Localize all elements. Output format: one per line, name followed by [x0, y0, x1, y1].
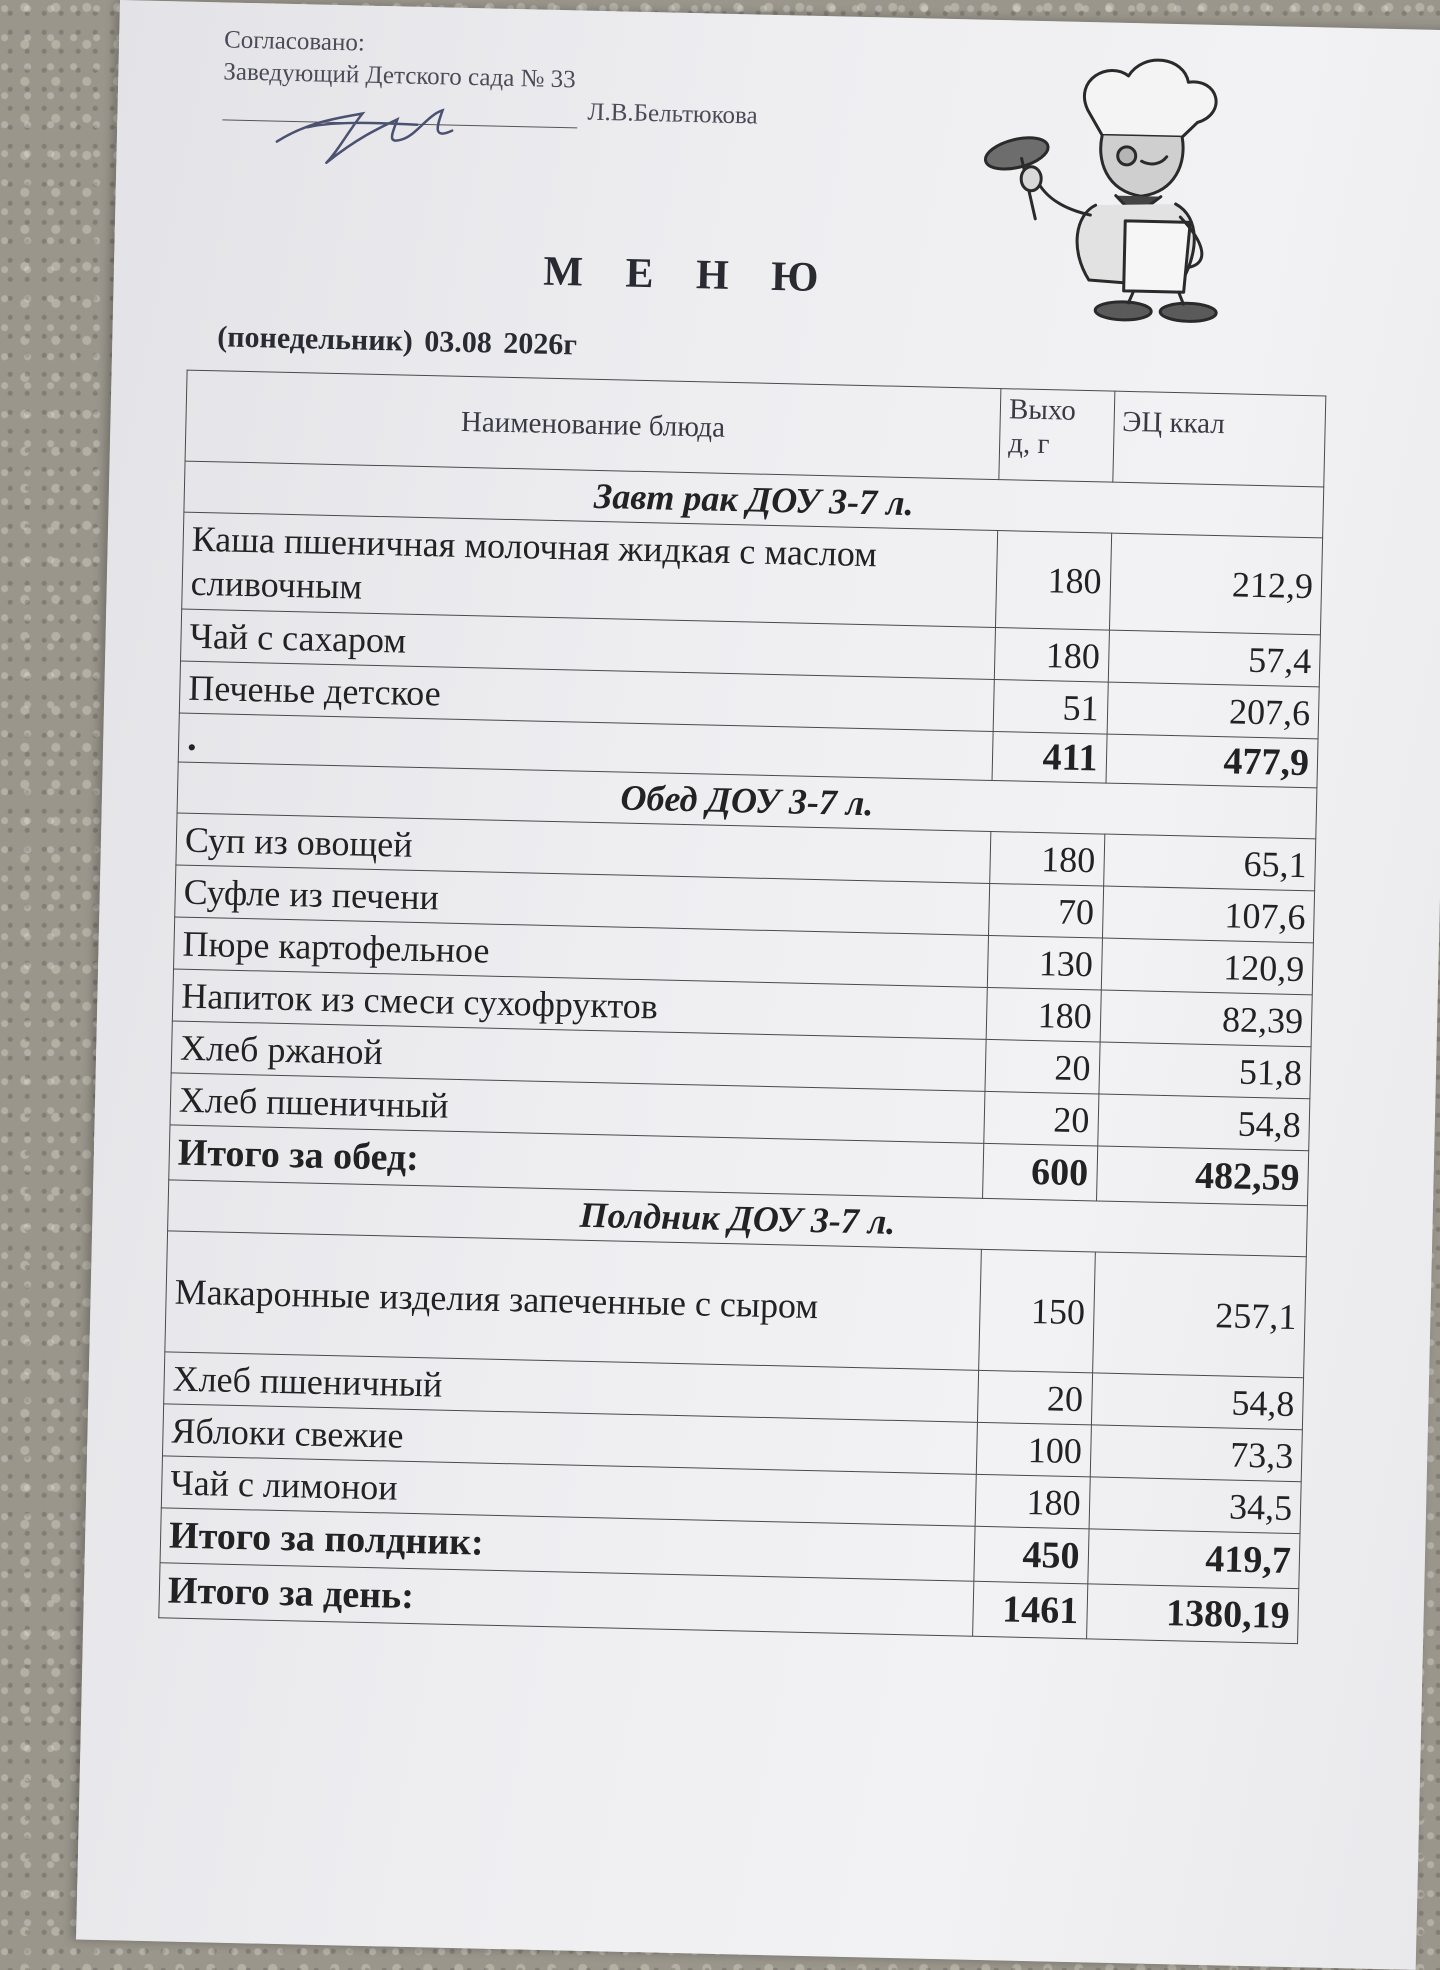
dish-name: Суп из овощей	[176, 813, 991, 883]
header-kcal: ЭЦ ккал	[1112, 391, 1325, 487]
section-title: Обед ДОУ 3-7 л.	[177, 762, 1317, 839]
total-label: Итого за обед:	[169, 1125, 984, 1198]
dish-kcal: 54,8	[1097, 1094, 1310, 1151]
dish-output: 180	[986, 987, 1101, 1042]
dish-output: 180	[996, 531, 1112, 631]
dish-name: Хлеб пшеничный	[170, 1073, 985, 1143]
total-label: .	[178, 713, 993, 780]
dish-name: Печенье детское	[179, 661, 994, 731]
dish-name: Макаронные изделия запеченные с сыром	[165, 1231, 982, 1370]
dish-kcal: 257,1	[1092, 1252, 1306, 1378]
dish-kcal: 65,1	[1103, 834, 1316, 891]
dish-output: 150	[979, 1249, 1095, 1373]
dish-name: Яблоки свежие	[162, 1404, 977, 1474]
dish-output: 20	[984, 1091, 1099, 1146]
menu-table	[158, 370, 1326, 1645]
dish-output: 180	[990, 831, 1105, 886]
header-dish-name: Наименование блюда	[185, 370, 1001, 479]
dish-name: Напиток из смеси сухофруктов	[172, 969, 987, 1039]
dish-output: 20	[985, 1039, 1100, 1094]
total-output: 450	[974, 1526, 1089, 1584]
dish-output: 180	[975, 1474, 1090, 1529]
approval-signer: Л.В.Бельтюкова	[587, 98, 758, 130]
total-kcal: 482,59	[1096, 1146, 1309, 1206]
dish-output: 130	[987, 935, 1102, 990]
total-kcal: 419,7	[1087, 1529, 1300, 1589]
dish-name: Пюре картофельное	[174, 917, 989, 987]
dish-name: Каша пшеничная молочная жидкая с маслом сливочным	[182, 512, 998, 627]
menu-title: М Е Н Ю	[542, 248, 835, 302]
dish-kcal: 73,3	[1090, 1425, 1303, 1482]
total-output: 1461	[973, 1581, 1088, 1639]
dish-name: Хлеб пшеничный	[164, 1352, 979, 1422]
dish-name: Суфле из печени	[175, 865, 990, 935]
handwritten-signature	[266, 81, 488, 176]
approval-heading: Согласовано:	[223, 26, 366, 57]
dish-kcal: 107,6	[1102, 886, 1315, 943]
dish-name: Хлеб ржаной	[171, 1021, 986, 1091]
total-kcal: 1380,19	[1086, 1584, 1299, 1644]
dish-kcal: 212,9	[1109, 533, 1323, 635]
dish-output: 180	[994, 628, 1109, 683]
dish-output: 70	[989, 883, 1104, 938]
total-label: Итого за полдник:	[160, 1508, 975, 1581]
total-kcal: 477,9	[1106, 734, 1319, 788]
dish-kcal: 120,9	[1101, 938, 1314, 995]
total-label: Итого за день:	[159, 1563, 974, 1636]
dish-name: Чай с лимонои	[161, 1456, 976, 1526]
menu-date: (понедельник) 03.08 2026г	[217, 320, 578, 362]
dish-name: Чай с сахаром	[181, 609, 996, 679]
dish-output: 100	[976, 1422, 1091, 1477]
dish-kcal: 54,8	[1091, 1373, 1304, 1430]
approval-position: Заведующий Детского сада № 33	[223, 58, 577, 94]
dish-output: 20	[978, 1370, 1093, 1425]
total-output: 600	[983, 1143, 1098, 1201]
dish-kcal: 207,6	[1107, 682, 1320, 739]
dish-kcal: 34,5	[1089, 1477, 1302, 1534]
header-output: Выхо д, г	[999, 389, 1114, 483]
dish-kcal: 57,4	[1108, 630, 1321, 687]
dish-kcal: 51,8	[1098, 1042, 1311, 1099]
section-title: Полдник ДОУ 3-7 л.	[168, 1180, 1308, 1257]
dish-output: 51	[993, 680, 1108, 735]
section-title: Завт рак ДОУ 3-7 л.	[184, 461, 1324, 538]
dish-kcal: 82,39	[1100, 990, 1313, 1047]
menu-sheet	[76, 0, 1440, 1970]
total-output: 411	[992, 732, 1106, 784]
